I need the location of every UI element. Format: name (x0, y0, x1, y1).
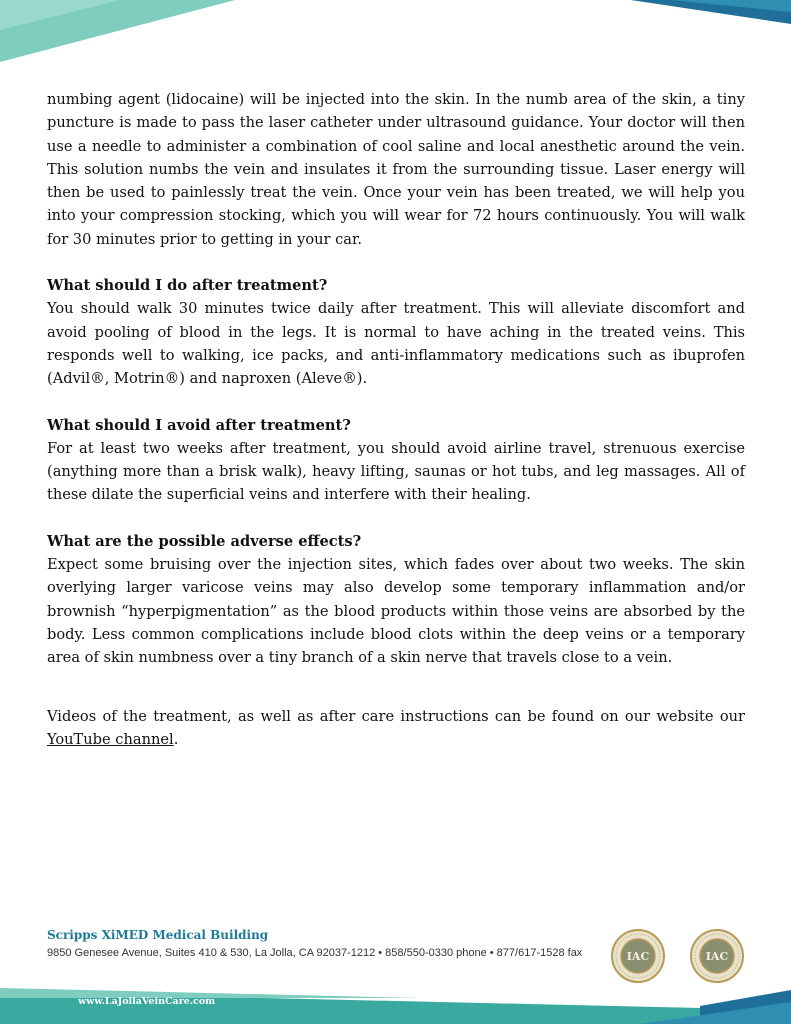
iac-vascular-testing-seal (611, 929, 665, 983)
org-name: Scripps XiMED Medical Building (47, 928, 269, 942)
section-heading: What should I avoid after treatment? (47, 416, 351, 434)
website-link[interactable]: www.LaJollaVeinCare.com (78, 996, 216, 1007)
seal-logo-text: IAC (626, 950, 650, 963)
closing-text: Videos of the treatment, as well as after care instructions can be found on our website our (47, 707, 745, 725)
document-body (47, 88, 745, 751)
section-text: Expect some bruising over the injection sites, which fades over about two weeks. The skin overlying larger varicose veins may also develop some temporary inflammation and/or brownish “hyperpigmentation” as the blood products within those veins are absorbed by the body. Less common complications include blood clots within the deep veins or a temporary area of skin numbness over a tiny branch of a skin nerve that travels close to a vein. (47, 556, 745, 667)
section-heading: What should I do after treatment? (47, 277, 328, 295)
footer-address: 9850 Genesee Avenue, Suites 410 & 530, La Jolla, CA 92037-1212 • 858/550-0330 phone • 877/617-1528 fax (47, 947, 583, 959)
seal-logo-text: IAC (705, 950, 729, 963)
closing-paragraph (47, 705, 745, 752)
youtube-channel-link[interactable]: YouTube channel (47, 730, 174, 748)
intro-paragraph: numbing agent (lidocaine) will be injected into the skin. In the numb area of the skin, a tiny puncture is made to pass the laser catheter under ultrasound guidance. Your doctor will then use a needle to administer a combination of cool saline and local anesthetic around the vein. This solution numbs the vein and insulates it from the surrounding tissue. Laser energy will then be used to painlessly treat the vein. Once your vein has been treated, we will help you into your compression stocking, which you will wear for 72 hours continuously. You will walk for 30 minutes prior to getting in your car. (47, 91, 745, 248)
section-text: For at least two weeks after treatment, you should avoid airline travel, strenuous exercise (anything more than a brisk walk), heavy lifting, saunas or hot tubs, and leg massages. All of these dilate the superficial veins and interfere with their healing. (47, 439, 745, 504)
section-heading: What are the possible adverse effects? (47, 532, 362, 550)
top-left-decoration (0, 0, 260, 70)
closing-end: . (173, 730, 179, 748)
section-text: You should walk 30 minutes twice daily after treatment. This will alleviate discomfort and avoid pooling of blood in the legs. It is normal to have aching in the treated veins. This responds well to walking, ice packs, and anti-inflammatory medications such as ibuprofen (Advil®, Motrin®) and naproxen (Aleve®). (47, 300, 745, 388)
iac-vein-center-seal (690, 929, 744, 983)
top-right-decoration (631, 0, 791, 28)
